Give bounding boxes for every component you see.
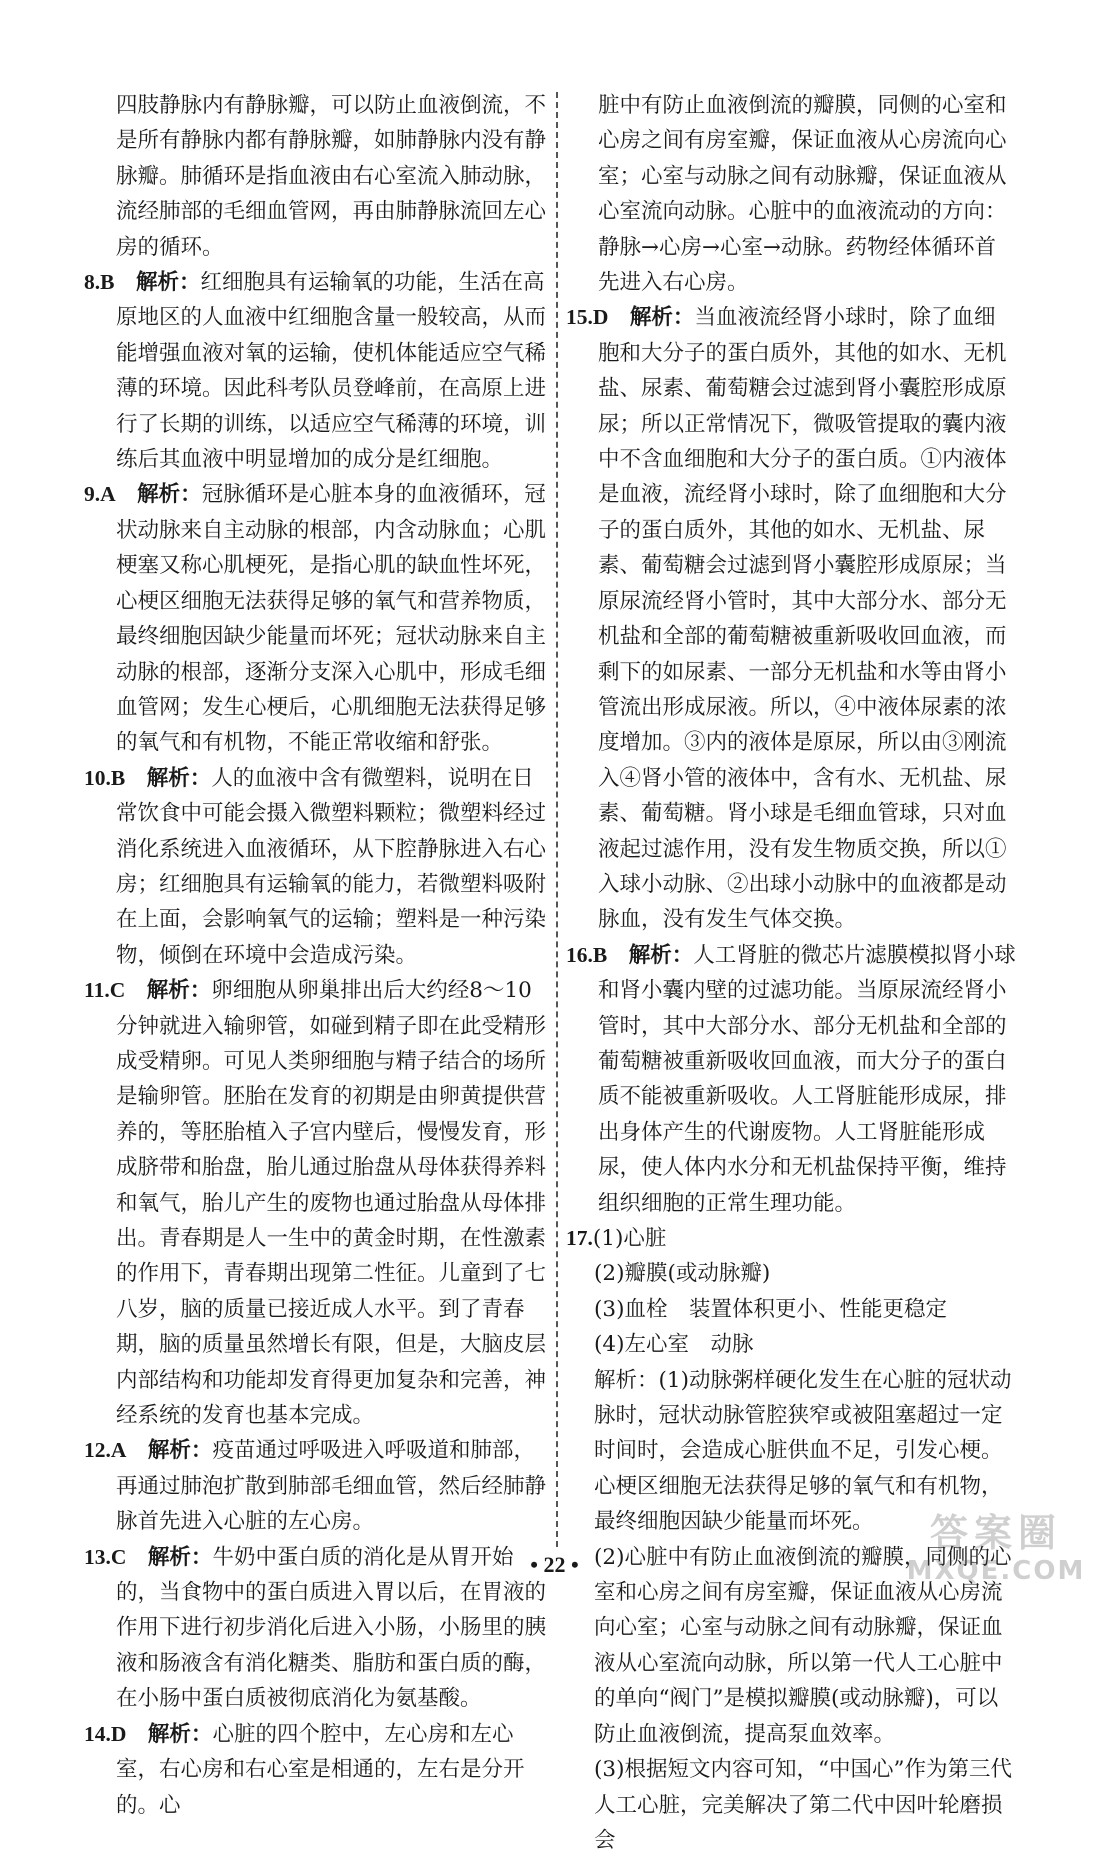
explanation-17-1: 解析：(1)动脉粥样硬化发生在心脏的冠状动脉时，冠状动脉管腔狭窄或被阻塞超过一定时间时，会造成心脏供血不足，引发心梗。心梗区细胞无法获得足够的氧气和有机物，最终细胞因缺少能量而坏死。: [594, 1367, 1012, 1535]
explanation-17-2: (2)心脏中有防止血液倒流的瓣膜，同侧的心室和心房之间有房室瓣，保证血液从心房流向心室；心室与动脉之间有动脉瓣，保证血液从心室流向动脉，所以第一代人工心脏中的单向“阀门”是模拟瓣膜(或动脉瓣)，可以防止血液倒流，提高泵血效率。: [594, 1544, 1012, 1747]
answer-item-15: 15.D 解析：当血液流经肾小球时，除了血细胞和大分子的蛋白质外，其他的如水、无机盐、尿素、葡萄糖会过滤到肾小囊腔形成原尿；所以正常情况下，微吸管提取的囊内液中不含血细胞和大分子的蛋白质。①内液体是血液，流经肾小球时，除了血细胞和大分子的蛋白质外，其他的如水、无机盐、尿素、葡萄糖会过滤到肾小囊腔形成原尿；当原尿流经肾小管时，其中大部分水、部分无机盐和全部的葡萄糖被重新吸收回血液，而剩下的如尿素、一部分无机盐和水等由肾小管流出形成尿液。所以，④中液体尿素的浓度增加。③内的液体是原尿，所以由③刚流入④肾小管的液体中，含有水、无机盐、尿素、葡萄糖。肾小球是毛细血管球，只对血液起过滤作用，没有发生物质交换，所以①入球小动脉、②出球小动脉中的血液都是动脉血，没有发生气体交换。: [566, 305, 1007, 933]
page-number: • 22 •: [530, 1552, 579, 1577]
paragraph: 四肢静脉内有静脉瓣，可以防止血液倒流，不是所有静脉内都有静脉瓣，如肺静脉内没有静脉瓣。肺循环是指血液由右心室流入肺动脉，流经肺部的毛细血管网，再由肺静脉流回左心房的循环。: [116, 93, 547, 260]
right-column: [566, 88, 1016, 1858]
answer-item-12: 12.A 解析：疫苗通过呼吸进入呼吸道和肺部，再通过肺泡扩散到肺部毛细血管，然后经肺静脉首先进入心脏的左心房。: [84, 1438, 547, 1535]
explanation-17-3: (3)根据短文内容可知，“中国心”作为第三代人工心脏，完美解决了第二代中因叶轮磨损会: [594, 1757, 1012, 1853]
paragraph: 脏中有防止血液倒流的瓣膜，同侧的心室和心房之间有房室瓣，保证血液从心房流向心室；心室与动脉之间有动脉瓣，保证血液从心室流向动脉。心脏中的血液流动的方向：静脉→心房→心室→动脉。药物经体循环首先进入右心房。: [598, 93, 1007, 296]
answer-17-4: (4)左心室 动脉: [594, 1332, 754, 1358]
answer-item-11: 11.C 解析：卵细胞从卵巢排出后大约经8～10分钟就进入输卵管，如碰到精子即在此受精形成受精卵。可见人类卵细胞与精子结合的场所是输卵管。胚胎在发育的初期是由卵黄提供营养的，等胚胎植入子宫内壁后，慢慢发育，形成脐带和胎盘，胎儿通过胎盘从母体获得养料和氧气，胎儿产生的废物也通过胎盘从母体排出。青春期是人一生中的黄金时期，在性激素的作用下，青春期出现第二性征。儿童到了七八岁，脑的质量已接近成人水平。到了青春期，脑的质量虽然增长有限，但是，大脑皮层内部结构和功能却发育得更加复杂和完善，神经系统的发育也基本完成。: [84, 978, 547, 1429]
answer-item-16: 16.B 解析：人工肾脏的微芯片滤膜模拟肾小球和肾小囊内壁的过滤功能。当原尿流经肾小管时，其中大部分水、部分无机盐和全部的葡萄糖被重新吸收回血液，而大分子的蛋白质不能被重新吸收。人工肾脏能形成尿，排出身体产生的代谢废物。人工肾脏能形成尿，使人体内水分和无机盐保持平衡，维持组织细胞的正常生理功能。: [566, 942, 1016, 1216]
answer-item-9: 9.A 解析：冠脉循环是心脏本身的血液循环，冠状动脉来自主动脉的根部，内含动脉血；心肌梗塞又称心肌梗死，是指心肌的缺血性坏死，心梗区细胞无法获得足够的氧气和营养物质，最终细胞因缺少能量而坏死；冠状动脉来自主动脉的根部，逐渐分支深入心肌中，形成毛细血管网；发生心梗后，心肌细胞无法获得足够的氧气和有机物，不能正常收缩和舒张。: [84, 482, 547, 756]
answer-17-2: (2)瓣膜(或动脉瓣): [594, 1261, 771, 1287]
column-divider: [556, 92, 558, 1547]
answer-item-13: 13.C 解析：牛奶中蛋白质的消化是从胃开始的，当食物中的蛋白质进入胃以后，在胃液的作用下进行初步消化后进入小肠，小肠里的胰液和肠液含有消化糖类、脂肪和蛋白质的酶，在小肠中蛋白质被彻底消化为氨基酸。: [84, 1544, 547, 1712]
answer-item-10: 10.B 解析：人的血液中含有微塑料，说明在日常饮食中可能会摄入微塑料颗粒；微塑料经过消化系统进入血液循环，从下腔静脉进入右心房；红细胞具有运输氧的能力，若微塑料吸附在上面，会影响氧气的运输；塑料是一种污染物，倾倒在环境中会造成污染。: [84, 765, 547, 968]
answer-item-8: 8.B 解析：红细胞具有运输氧的功能，生活在高原地区的人血液中红细胞含量一般较高，从而能增强血液对氧的运输，使机体能适应空气稀薄的环境。因此科考队员登峰前，在高原上进行了长期的训练，以适应空气稀薄的环境，训练后其血液中明显增加的成分是红细胞。: [84, 270, 547, 473]
watermark-logo: 答案圈 MXQE.COM: [906, 1511, 1086, 1586]
answer-17-3: (3)血栓 装置体积更小、性能更稳定: [594, 1296, 947, 1322]
answer-item-14: 14.D 解析：心脏的四个腔中，左心房和左心室，右心房和右心室是相通的，左右是分开的。心: [84, 1721, 525, 1818]
answer-item-17: 17.(1)心脏: [566, 1226, 667, 1251]
